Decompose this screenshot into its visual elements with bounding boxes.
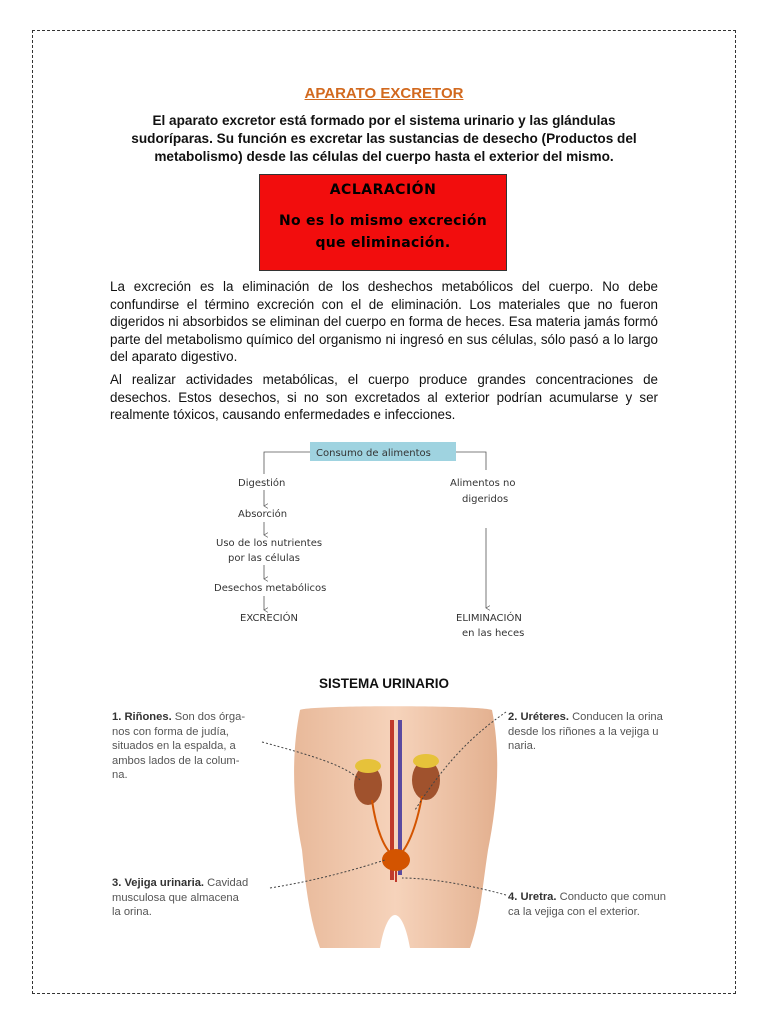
label-kidneys-line-0: Son dos órga- <box>174 711 246 723</box>
callout-line-1: No es lo mismo excreción <box>278 213 488 229</box>
flow-elimination-2: en las heces <box>462 628 525 639</box>
flow-elimination-1: ELIMINACIÓN <box>456 613 522 624</box>
body-paragraph-2: Al realizar actividades metabólicas, el cuerpo produce grandes concentraciones de desechos. Estos desechos, si no son excretados al exterior podrían acumularse y ser realmente tóxicos, causando enfermedades e infecciones. <box>110 372 658 423</box>
clarification-callout <box>259 174 507 271</box>
callout-line-2: que eliminación. <box>315 235 451 251</box>
body-paragraph-1: La excreción es la eliminación de los deshechos metabólicos del cuerpo. No debe confundirse el término excreción con el de eliminación. Los materiales que no fueron digeridos ni absorbidos se eliminan del cuerpo en forma de heces. Esa materia jamás formó parte del metabolismo químico del organismo ni ingresó en sus células, sólo pasó a lo largo del aparato digestivo. <box>110 279 658 365</box>
flow-waste: Desechos metabólicos <box>214 583 327 594</box>
flow-nutrients-1: Uso de los nutrientes <box>216 538 323 549</box>
label-bladder-line-0: Cavidad <box>207 877 249 889</box>
page-title: APARATO EXCRETOR <box>304 85 464 102</box>
right-adrenal <box>413 754 439 768</box>
label-urethra-line-1: ca la vejiga con el exterior. <box>508 905 640 918</box>
bladder <box>382 849 410 871</box>
intro-paragraph: El aparato excretor está formado por el sistema urinario y las glándulas sudoríparas. Su función es excretar las sustancias de desecho (Productos del metabolismo) desde las células del cuerpo hasta el exterior del mismo. <box>131 113 637 164</box>
label-ureters-title: 2. Uréteres. <box>508 711 569 723</box>
flow-nutrients-2: por las células <box>228 553 300 564</box>
flow-undigested-2: digeridos <box>462 494 509 505</box>
left-adrenal <box>355 759 381 773</box>
left-branch-line <box>264 452 310 474</box>
flow-excretion: EXCRECIÓN <box>240 613 298 624</box>
label-kidneys-title: 1. Riñones. <box>112 711 172 723</box>
label-kidneys-line-3: ambos lados de la colum- <box>112 754 240 767</box>
label-urethra <box>508 890 680 919</box>
label-ureters-line-0: Conducen la orina <box>572 711 663 723</box>
label-ureters <box>508 710 680 754</box>
label-ureters-line-2: naria. <box>508 740 536 752</box>
label-kidneys-line-2: situados en la espalda, a <box>112 740 236 752</box>
flow-absorption: Absorción <box>238 509 288 520</box>
label-kidneys-line-4: na. <box>112 769 128 781</box>
flow-root: Consumo de alimentos <box>316 448 431 459</box>
label-urethra-line-0: Conducto que comun <box>559 891 666 903</box>
flow-undigested-1: Alimentos no <box>450 478 516 489</box>
callout-text <box>260 210 506 254</box>
flow-digestion: Digestión <box>238 478 286 489</box>
label-bladder-title: 3. Vejiga urinaria. <box>112 877 205 889</box>
callout-title: ACLARACIÓN <box>329 182 437 198</box>
right-branch-line <box>456 452 486 470</box>
label-urethra-title: 4. Uretra. <box>508 891 557 903</box>
label-kidneys-line-1: nos con forma de judía, <box>112 725 229 738</box>
label-bladder <box>112 876 272 920</box>
section-title: SISTEMA URINARIO <box>318 676 449 691</box>
excretion-flowchart <box>200 438 560 648</box>
torso-shape <box>294 706 497 948</box>
label-ureters-line-1: desde los riñones a la vejiga u <box>508 725 659 738</box>
label-kidneys <box>112 710 272 783</box>
urinary-system-figure <box>110 700 680 950</box>
label-bladder-line-1: musculosa que almacena <box>112 891 239 904</box>
label-bladder-line-2: la orina. <box>112 906 152 918</box>
